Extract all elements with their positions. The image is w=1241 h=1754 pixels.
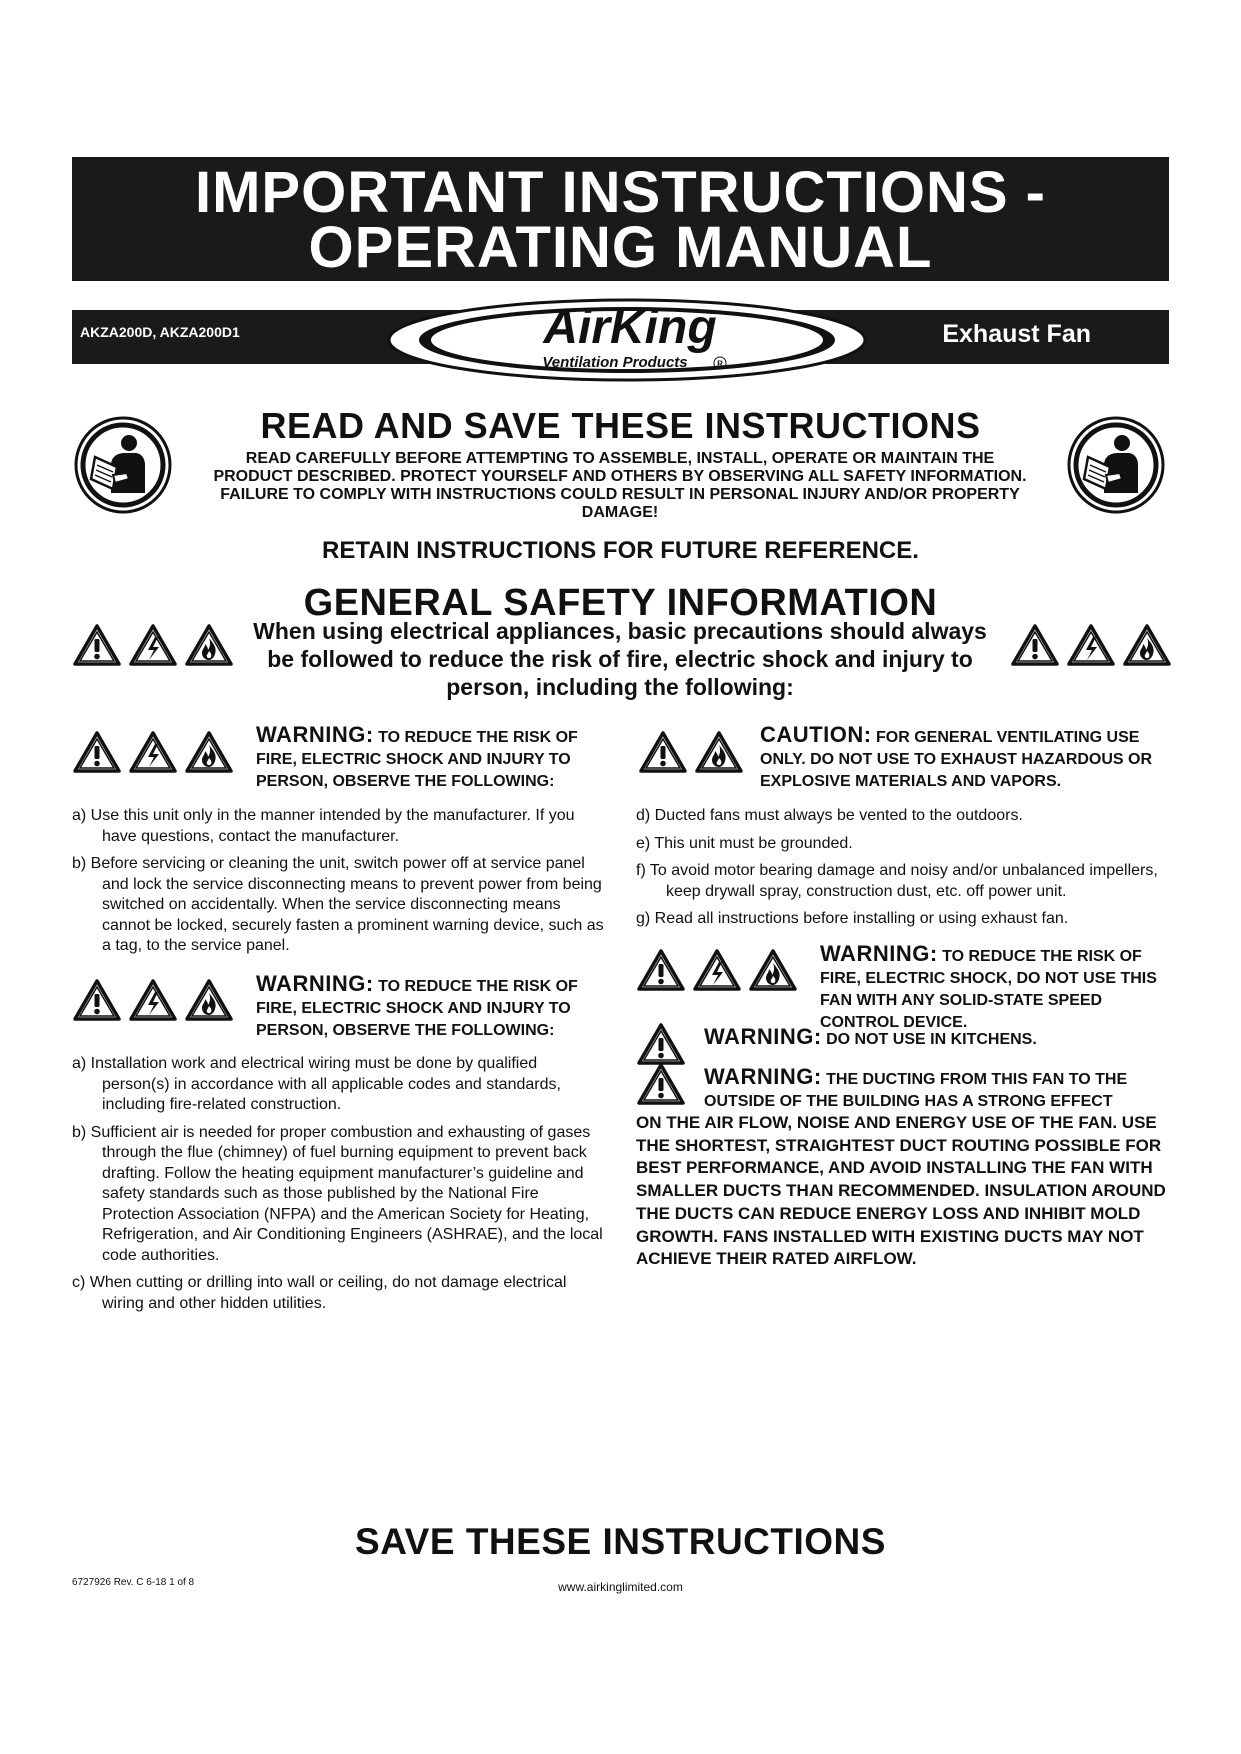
general-safety-heading: GENERAL SAFETY INFORMATION <box>303 582 938 624</box>
save-instructions-footer: SAVE THESE INSTRUCTIONS <box>355 1521 886 1562</box>
hazard-icons <box>636 948 798 992</box>
revision-code: 6727926 Rev. C 6-18 1 of 8 <box>72 1577 195 1588</box>
warning-keyword: WARNING: <box>704 1064 822 1089</box>
warning-text: DO NOT USE IN KITCHENS. <box>826 1031 1037 1048</box>
list-item: a) Use this unit only in the manner intended by the manufacturer. If you have questions, contact the manufacturer. <box>72 807 575 845</box>
registered-mark: R <box>717 359 723 369</box>
warning-text: TO REDUCE THE RISK OF FIRE, ELECTRIC SHOCK AND INJURY TO PERSON, OBSERVE THE FOLLOWING: <box>256 729 578 790</box>
website-url[interactable]: www.airkinglimited.com <box>558 1580 683 1594</box>
caution-text: FOR GENERAL VENTILATING USE ONLY. DO NOT USE TO EXHAUST HAZARDOUS OR EXPLOSIVE MATERIALS AND VAPORS. <box>760 729 1153 790</box>
electric-shock-icon <box>692 948 742 992</box>
fire-hazard-icon <box>184 730 234 774</box>
warning-text: THE DUCTING FROM THIS FAN TO THE <box>826 1071 1128 1088</box>
instruction-list <box>72 806 606 964</box>
hazard-icons <box>72 730 234 774</box>
title-banner <box>72 157 1169 281</box>
airking-logo <box>385 297 870 383</box>
list-item: b) Before servicing or cleaning the unit, switch power off at service panel and lock the service disconnecting means to prevent power from being switched on accidentally. When the service disconnecting means cannot be locked, securely fasten a prominent warning device, such as a tag, to the service panel. <box>72 855 604 954</box>
list-item: d) Ducted fans must always be vented to the outdoors. <box>636 807 1023 824</box>
warning-block <box>820 943 1180 1034</box>
hazard-icons <box>72 623 234 667</box>
warning-keyword: WARNING: <box>704 1024 822 1049</box>
model-numbers: AKZA200D, AKZA200D1 <box>80 324 240 340</box>
warning-block <box>256 724 596 793</box>
instruction-list <box>636 806 1170 937</box>
hazard-icons <box>72 978 234 1022</box>
electric-shock-icon <box>1066 623 1116 667</box>
exclamation-warning-icon <box>72 730 122 774</box>
instruction-list <box>72 1054 606 1321</box>
warning-keyword: WARNING: <box>256 722 374 747</box>
exclamation-warning-icon <box>638 730 688 774</box>
title-line-2: OPERATING MANUAL <box>308 215 933 280</box>
warning-text: TO REDUCE THE RISK OF FIRE, ELECTRIC SHOCK AND INJURY TO PERSON, OBSERVE THE FOLLOWING: <box>256 978 578 1039</box>
warning-block <box>256 973 596 1042</box>
list-item: e) This unit must be grounded. <box>636 834 853 852</box>
warning-text: OUTSIDE OF THE BUILDING HAS A STRONG EFFECT <box>704 1093 1113 1110</box>
warning-block <box>704 1066 1184 1113</box>
fire-hazard-icon <box>184 978 234 1022</box>
brand-tagline: Ventilation Products <box>542 354 688 371</box>
read-save-heading: READ AND SAVE THESE INSTRUCTIONS <box>260 405 981 446</box>
caution-keyword: CAUTION: <box>760 722 872 747</box>
electric-shock-icon <box>128 978 178 1022</box>
fire-hazard-icon <box>184 623 234 667</box>
electric-shock-icon <box>128 730 178 774</box>
read-carefully-text: READ CAREFULLY BEFORE ATTEMPTING TO ASSEMBLE, INSTALL, OPERATE OR MAINTAIN THE PRODUCT DESCRIBED. PROTECT YOURSELF AND OTHERS BY OBSERVING ALL SAFETY INFORMATION. FAILURE TO COMPLY WITH INSTRUCTIONS COULD RESULT IN PERSONAL INJURY AND/OR PROPERTY DAMAGE! <box>213 450 1027 521</box>
warning-text: TO REDUCE THE RISK OF FIRE, ELECTRIC SHOCK, DO NOT USE THIS FAN WITH ANY SOLID-STATE SPEED CONTROL DEVICE. <box>820 948 1157 1031</box>
retain-instructions: RETAIN INSTRUCTIONS FOR FUTURE REFERENCE. <box>322 537 919 564</box>
list-item: f) To avoid motor bearing damage and noisy and/or unbalanced impellers, keep drywall spray, construction dust, etc. off power unit. <box>636 862 1158 900</box>
hazard-icons <box>638 730 744 774</box>
exclamation-warning-icon <box>72 623 122 667</box>
caution-block <box>760 724 1180 793</box>
fire-hazard-icon <box>1122 623 1172 667</box>
warning-keyword: WARNING: <box>820 941 938 966</box>
warning-block <box>704 1026 1164 1051</box>
exclamation-warning-icon <box>636 948 686 992</box>
exclamation-warning-icon <box>72 978 122 1022</box>
list-item: a) Installation work and electrical wiring must be done by qualified person(s) in accordance with all applicable codes and standards, including fire-related construction. <box>72 1055 561 1113</box>
list-item: g) Read all instructions before installing or using exhaust fan. <box>636 910 1069 927</box>
exclamation-warning-icon <box>636 1062 686 1106</box>
list-item: b) Sufficient air is needed for proper combustion and exhausting of gases through the flue (chimney) of fuel burning equipment to prevent back drafting. Follow the heating equipment manufacturer’s guideline and safety standards such as those published by the National Fire Protection Association (NFPA) and the American Society for Heating, Refrigeration, and Air Conditioning Engineers (ASHRAE), and the local code authorities. <box>72 1123 603 1264</box>
general-safety-text: When using electrical appliances, basic precautions should always be followed to reduce the risk of fire, electric shock and injury to person, including the following: <box>253 618 987 700</box>
electric-shock-icon <box>128 623 178 667</box>
list-item: c) When cutting or drilling into wall or ceiling, do not damage electrical wiring and other hidden utilities. <box>72 1274 567 1312</box>
fire-hazard-icon <box>694 730 744 774</box>
fire-hazard-icon <box>748 948 798 992</box>
warning-block-continued: ON THE AIR FLOW, NOISE AND ENERGY USE OF THE FAN. USE THE SHORTEST, STRAIGHTEST DUCT ROUTING POSSIBLE FOR BEST PERFORMANCE, AND AVOID INSTALLING THE FAN WITH SMALLER DUCTS THAN RECOMMENDED. INSULATION AROUND THE DUCTS CAN REDUCE ENERGY LOSS AND INHIBIT MOLD GROWTH. FANS INSTALLED WITH EXISTING DUCTS MAY NOT ACHIEVE THEIR RATED AIRFLOW. <box>636 1113 1166 1269</box>
product-name: Exhaust Fan <box>942 320 1091 348</box>
title-line-1: IMPORTANT INSTRUCTIONS - <box>195 160 1046 225</box>
brand-name: AirKing <box>543 301 717 354</box>
exclamation-warning-icon <box>636 1022 686 1066</box>
exclamation-warning-icon <box>1010 623 1060 667</box>
hazard-icons <box>1010 623 1172 667</box>
warning-keyword: WARNING: <box>256 971 374 996</box>
